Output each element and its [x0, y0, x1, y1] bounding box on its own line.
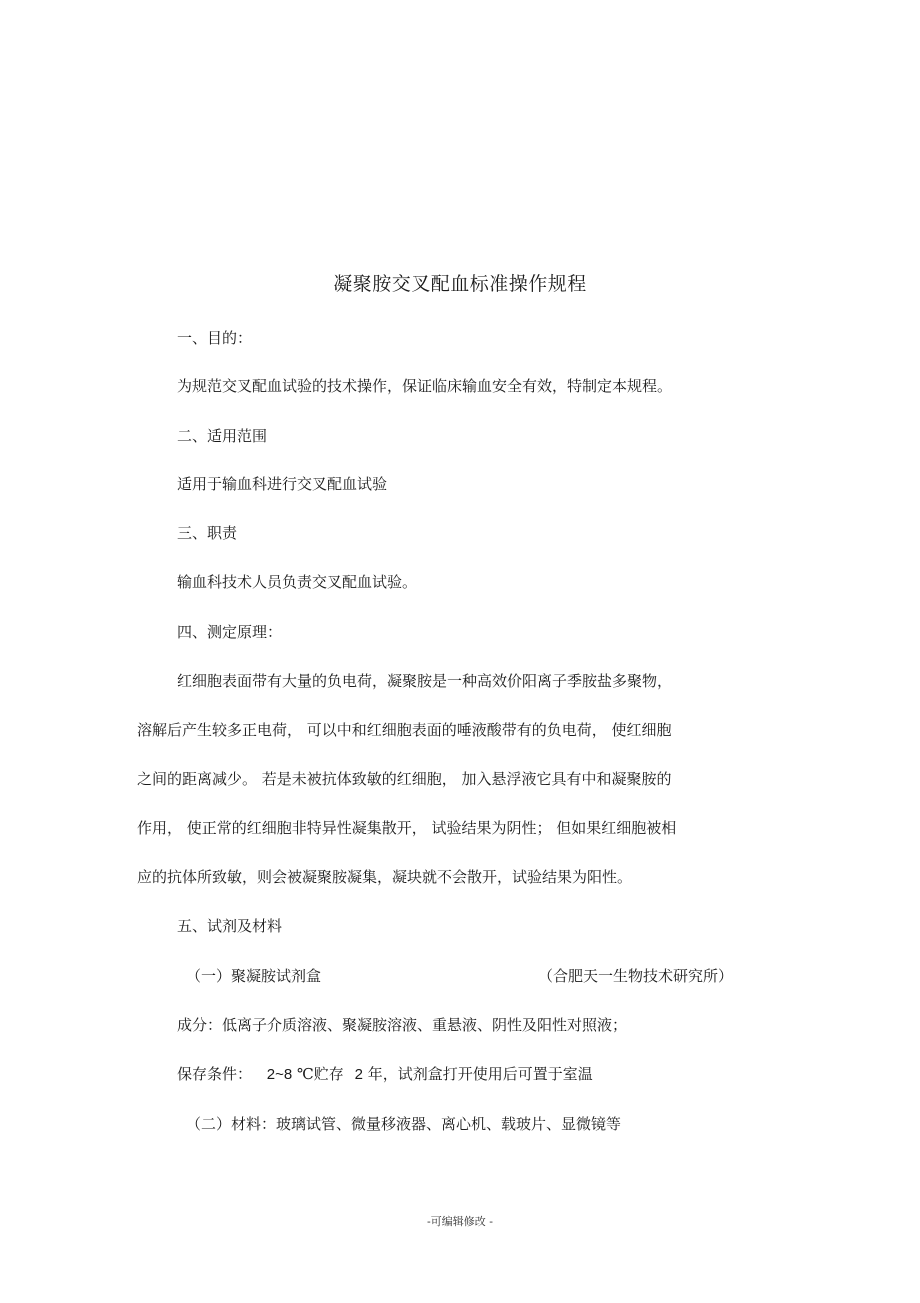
section-2-body: 适用于输血科进行交叉配血试验 — [177, 475, 388, 493]
section-5-heading: 五、试剂及材料 — [177, 917, 283, 935]
storage-mid: ℃贮存 — [297, 1065, 344, 1083]
section-3-heading: 三、职责 — [177, 524, 238, 542]
reagent-kit-supplier: （合肥天一生物技术研究所） — [538, 967, 734, 985]
reagent-kit-label: （一）聚凝胺试剂盒 — [186, 967, 322, 985]
page-footer: -可编辑修改 - — [427, 1215, 493, 1228]
document-title: 凝聚胺交叉配血标准操作规程 — [333, 273, 587, 295]
reagent-components: 成分：低离子介质溶液、聚凝胺溶液、重悬液、阴性及阳性对照液； — [177, 1016, 628, 1034]
storage-temp: 2~8 — [266, 1066, 293, 1083]
principle-line-4: 作用， 使正常的红细胞非特异性凝集散开， 试验结果为阴性； 但如果红细胞被相 — [137, 819, 677, 837]
principle-line-2: 溶解后产生较多正电荷， 可以中和红细胞表面的唾液酸带有的负电荷， 使红细胞 — [137, 721, 672, 739]
principle-line-1: 红细胞表面带有大量的负电荷，凝聚胺是一种高效价阳离子季胺盐多聚物， — [177, 672, 673, 690]
materials-list: （二）材料：玻璃试管、微量移液器、离心机、载玻片、显微镜等 — [186, 1115, 622, 1133]
section-1-heading: 一、目的： — [177, 329, 253, 347]
section-3-body: 输血科技术人员负责交叉配血试验。 — [177, 573, 418, 591]
storage-suffix: 年，试剂盒打开使用后可置于室温 — [367, 1065, 593, 1083]
principle-line-5: 应的抗体所致敏，则会被凝聚胺凝集，凝块就不会散开，试验结果为阳性。 — [137, 868, 633, 886]
storage-prefix: 保存条件： — [177, 1065, 253, 1083]
section-1-body: 为规范交叉配血试验的技术操作，保证临床输血安全有效，特制定本规程。 — [177, 377, 673, 395]
storage-years: 2 — [354, 1066, 363, 1083]
section-2-heading: 二、适用范围 — [177, 427, 268, 445]
principle-line-3: 之间的距离减少。 若是未被抗体致敏的红细胞， 加入悬浮液它具有中和凝聚胺的 — [137, 770, 672, 788]
section-4-heading: 四、测定原理： — [177, 623, 283, 641]
storage-conditions — [177, 1062, 593, 1087]
